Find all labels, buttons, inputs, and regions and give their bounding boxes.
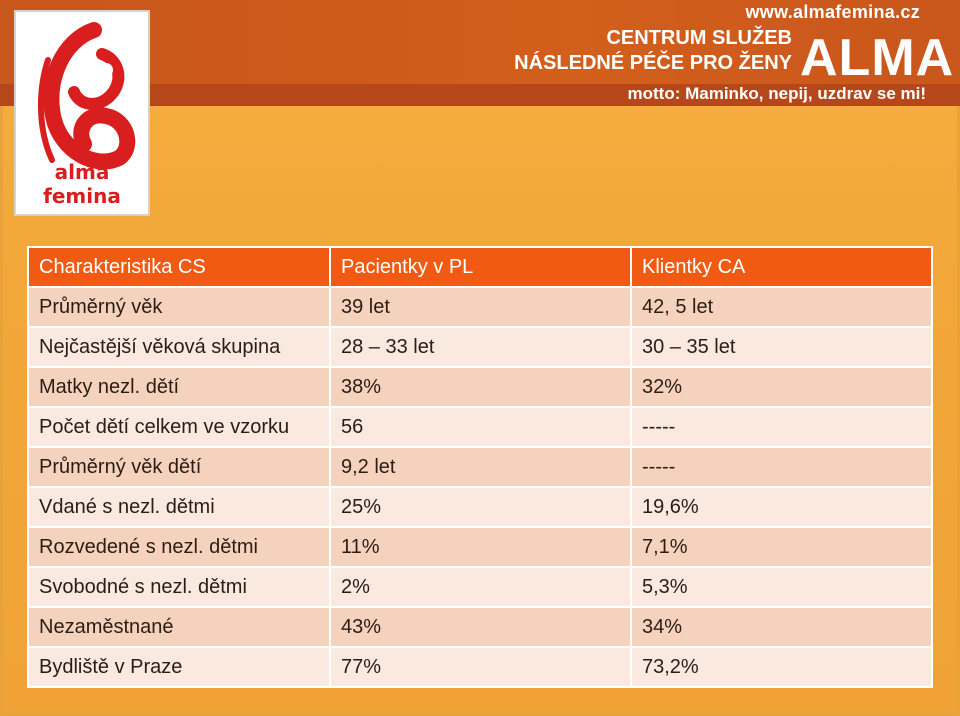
table-cell: 56 [330,407,631,447]
table-cell: 5,3% [631,567,932,607]
table-cell: 73,2% [631,647,932,687]
table-cell: 28 – 33 let [330,327,631,367]
logo-text: alma femina [43,160,121,208]
table-row [28,407,932,447]
table-cell: 9,2 let [330,447,631,487]
table-cell: Rozvedené s nezl. dětmi [28,527,330,567]
brand-wordmark: ALMA [800,29,955,87]
table-cell: 34% [631,607,932,647]
table-cell: 43% [330,607,631,647]
table-cell: Nezaměstnané [28,607,330,647]
table-row [28,647,932,687]
table-cell: 11% [330,527,631,567]
logo-figure-icon [24,20,140,180]
table-cell: Počet dětí celkem ve vzorku [28,407,330,447]
table-row [28,287,932,327]
table-cell: 30 – 35 let [631,327,932,367]
table-cell: 39 let [330,287,631,327]
centrum-title [492,26,792,76]
table-row [28,527,932,567]
table-row [28,447,932,487]
table-cell: 77% [330,647,631,687]
column-header: Charakteristika CS [28,247,330,287]
table-cell: Svobodné s nezl. dětmi [28,567,330,607]
table-cell: 38% [330,367,631,407]
column-header: Klientky CA [631,247,932,287]
table-cell: Průměrný věk dětí [28,447,330,487]
table-row [28,487,932,527]
table-cell: ----- [631,447,932,487]
site-url: www.almafemina.cz [745,2,920,22]
table-cell: Průměrný věk [28,287,330,327]
comparison-table [27,246,931,688]
table-header-row [28,247,932,287]
table-cell: Nejčastější věková skupina [28,327,330,367]
table-cell: 7,1% [631,527,932,567]
centrum-line-1: CENTRUM SLUŽEB [606,27,792,49]
table-row [28,567,932,607]
table-cell: Matky nezl. dětí [28,367,330,407]
table-cell: Bydliště v Praze [28,647,330,687]
centrum-line-2: NÁSLEDNÉ PÉČE PRO ŽENY [514,52,792,74]
table-cell: 42, 5 let [631,287,932,327]
column-header: Pacientky v PL [330,247,631,287]
table-cell: 2% [330,567,631,607]
table-cell: 32% [631,367,932,407]
alma-femina-logo [14,10,150,216]
table-row [28,367,932,407]
table-cell: Vdané s nezl. dětmi [28,487,330,527]
table-row [28,607,932,647]
table-cell: 19,6% [631,487,932,527]
table-cell: ----- [631,407,932,447]
table-cell: 25% [330,487,631,527]
table-row [28,327,932,367]
motto-text: motto: Maminko, nepij, uzdrav se mi! [627,84,926,103]
